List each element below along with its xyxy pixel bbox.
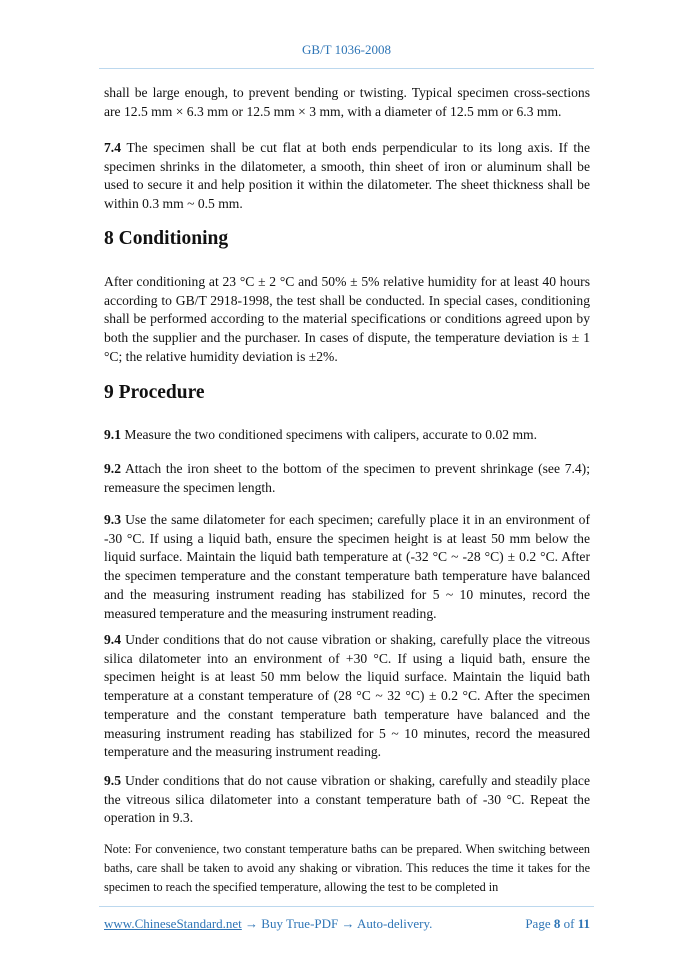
section-heading-8: 8 Conditioning xyxy=(104,228,229,249)
clause-7-4 xyxy=(104,139,590,214)
section-heading-9: 9 Procedure xyxy=(104,382,205,403)
footer xyxy=(104,916,590,932)
of-label: of xyxy=(560,916,578,931)
document-code-header: GB/T 1036-2008 xyxy=(302,42,391,57)
total-pages: 11 xyxy=(577,916,590,931)
conditioning-paragraph: After conditioning at 23 °C ± 2 °C and 50% ± 5% relative humidity for at least 40 hours according to GB/T 2918-1998, the test shall be conducted. In special cases, conditioning shall be performed according to the material specifications or conditions agreed upon by both the supplier and the purchaser. In cases of dispute, the temperature deviation is ± 1 °C; the relative humidity deviation is ±2%. xyxy=(104,274,590,364)
clause-text: The specimen shall be cut flat at both ends perpendicular to its long axis. If the specimen shrinks in the dilatometer, a smooth, thin sheet of iron or aluminum shall be used to secure it and help position it within the dilatometer. The sheet thickness shall be within 0.3 mm ~ 0.5 mm. xyxy=(104,140,590,212)
header-divider xyxy=(99,68,594,69)
clause-text: Under conditions that do not cause vibration or shaking, carefully and steadily place the vitreous silica dilatometer into a constant temperature bath of -30 °C. Repeat the operation in 9.3. xyxy=(104,773,590,826)
clause-number: 9.1 xyxy=(104,427,121,442)
page-indicator xyxy=(525,916,590,932)
clause-number: 7.4 xyxy=(104,140,121,155)
note-paragraph: Note: For convenience, two constant temperature baths can be prepared. When switching between baths, care shall be taken to avoid any shaking or vibration. This reduces the time it takes for the specimen to reach the specified temperature, allowing the test to be completed in xyxy=(104,842,590,894)
clause-number: 9.2 xyxy=(104,461,121,476)
clause-number: 9.4 xyxy=(104,632,121,647)
clause-9-2 xyxy=(104,460,590,497)
footer-promo-text: → Buy True-PDF → Auto-delivery. xyxy=(241,916,433,931)
page-label: Page xyxy=(525,916,554,931)
footer-divider xyxy=(99,906,594,907)
clause-text: Attach the iron sheet to the bottom of the specimen to prevent shrinkage (see 7.4); remeasure the specimen length. xyxy=(104,461,590,495)
clause-number: 9.5 xyxy=(104,773,121,788)
intro-paragraph: shall be large enough, to prevent bending or twisting. Typical specimen cross-sections are 12.5 mm × 6.3 mm or 12.5 mm × 3 mm, with a diameter of 12.5 mm or 6.3 mm. xyxy=(104,85,590,119)
clause-9-1 xyxy=(104,426,590,445)
clause-text: Under conditions that do not cause vibration or shaking, carefully place the vitreous silica dilatometer into an environment of +30 °C. If using a liquid bath, ensure the specimen height is at least 50 mm below the liquid surface. Maintain the liquid bath temperature at a constant temperature of (28 °C ~ 32 °C) ± 0.2 °C. After the specimen temperature and the constant temperature bath temperature have balanced and the measuring instrument reading has stabilized for 5 ~ 10 minutes, record the measured temperature and the measuring instrument reading. xyxy=(104,632,590,760)
clause-9-3 xyxy=(104,511,590,623)
clause-9-5 xyxy=(104,772,590,828)
clause-9-4 xyxy=(104,631,590,762)
clause-text: Use the same dilatometer for each specimen; carefully place it in an environment of -30 °C. If using a liquid bath, ensure the specimen height is at least 50 mm below the liquid surface. Maintain the liquid bath temperature at (-32 °C ~ -28 °C) ± 0.2 °C. After the specimen temperature and the constant temperature bath temperature have balanced and the measuring instrument reading has stabilized for 5 ~ 10 minutes, record the measured temperature and the measuring instrument reading. xyxy=(104,512,590,621)
current-page: 8 xyxy=(553,916,561,931)
clause-number: 9.3 xyxy=(104,512,121,527)
chinesestandard-link[interactable]: www.ChineseStandard.net xyxy=(104,916,242,931)
clause-text: Measure the two conditioned specimens with calipers, accurate to 0.02 mm. xyxy=(121,427,537,442)
